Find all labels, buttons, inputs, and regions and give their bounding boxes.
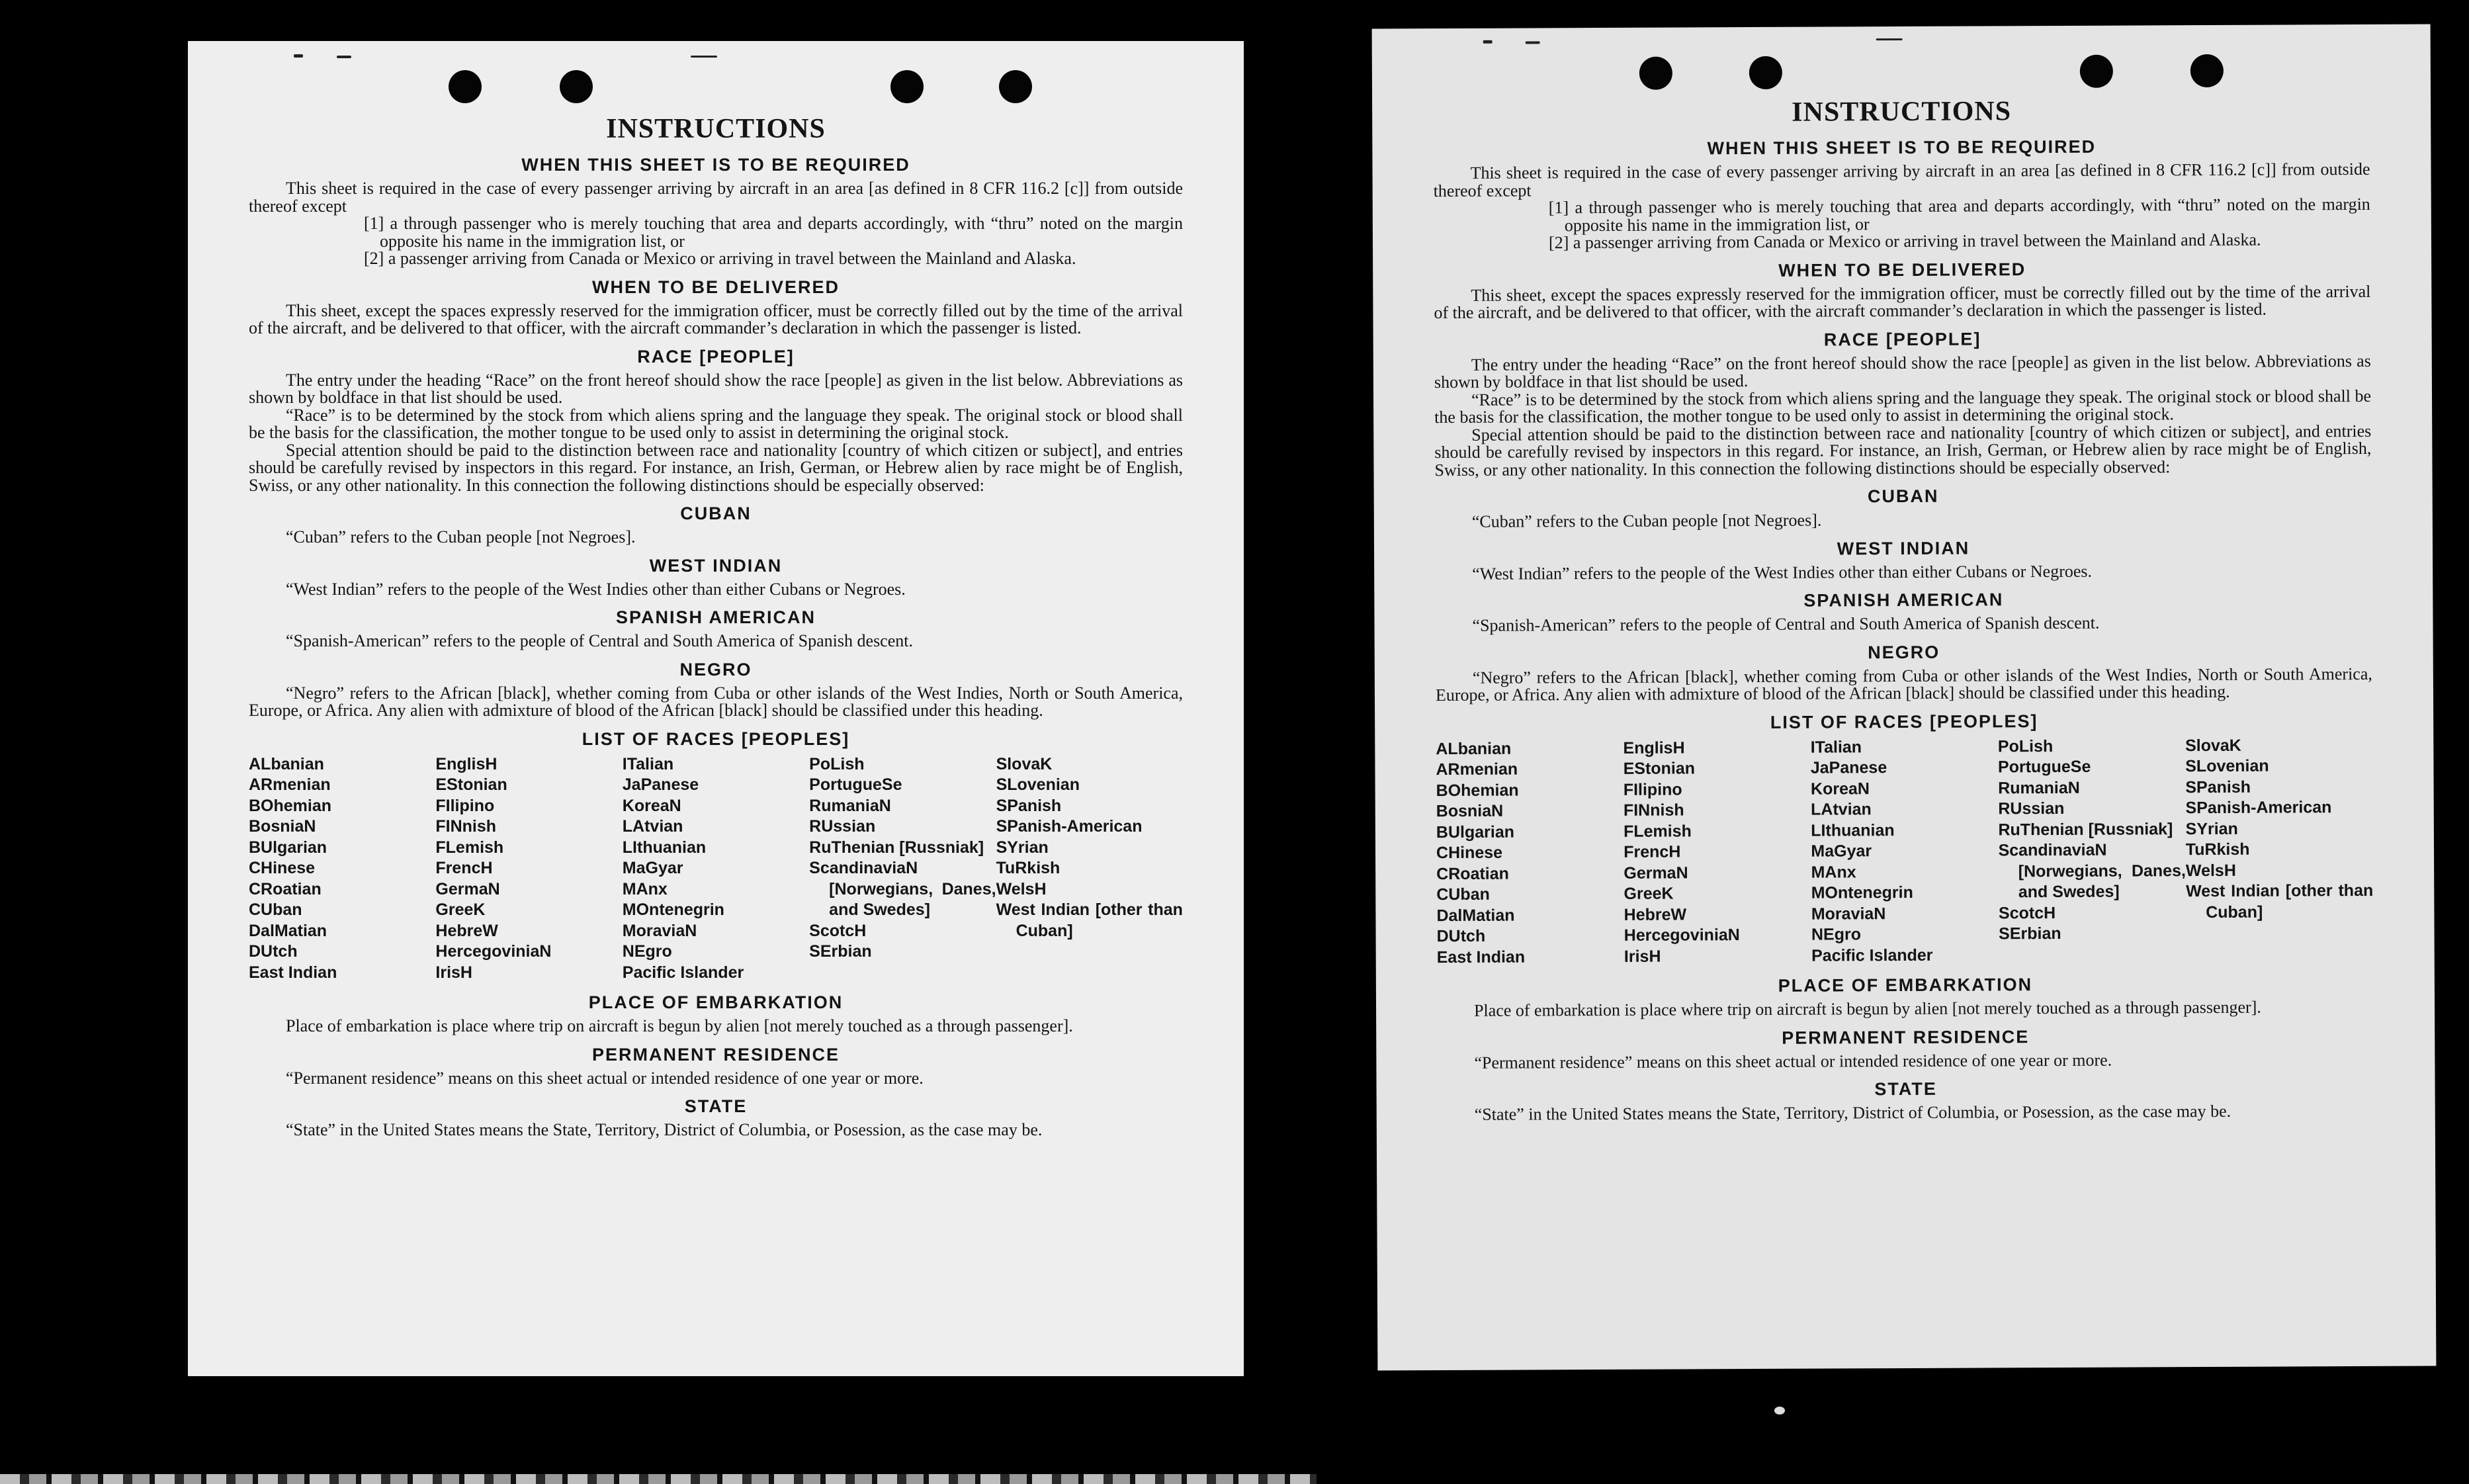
race-item: DalMatian xyxy=(1436,906,1515,925)
race-item: ALbanian xyxy=(249,754,324,773)
race-item: HercegoviniaN xyxy=(435,942,552,961)
race-item: PoLish xyxy=(809,754,865,773)
race-item: East Indian xyxy=(249,963,337,982)
race-item: Pacific Islander xyxy=(622,963,744,982)
section-heading-state: STATE xyxy=(1874,1078,1937,1100)
race-item: SPanish-American xyxy=(2185,798,2332,818)
cuban-text: “Cuban” refers to the Cuban people [not Negroes]. xyxy=(286,527,636,546)
race-item: FrencH xyxy=(1624,842,1681,861)
delivered-text: This sheet, except the spaces expressly reserved for the immigration officer, must be correctly filled out by the time of the arrival of the aircraft, and be delivered to that officer, with the aircraft commander’s declaration in which the passenger is listed. xyxy=(249,300,1183,337)
race-item: ALbanian xyxy=(1436,739,1512,758)
race-item: MoraviaN xyxy=(1811,904,1886,924)
races-column xyxy=(1811,736,1999,967)
race-item: FIlipino xyxy=(1623,779,1682,799)
race-item: JaPanese xyxy=(622,775,699,794)
race-item: HebreW xyxy=(435,921,498,940)
race-item: CRoatian xyxy=(249,879,322,898)
race-item: PoLish xyxy=(1997,736,2054,756)
races-list xyxy=(1436,734,2373,968)
race-item: MOntenegrin xyxy=(622,900,724,919)
ink-mark xyxy=(294,54,303,58)
race-paragraph-2: “Race” is to be determined by the stock from which aliens spring and the language they speak. The original stock or blood shall be the basis for the classification, the mother tongue to be used only to assist in determining the original stock. xyxy=(249,405,1183,442)
race-item: WelsH xyxy=(2185,861,2236,880)
section-heading-embarkation: PLACE OF EMBARKATION xyxy=(588,992,844,1012)
race-item: GreeK xyxy=(1624,884,1674,903)
section-heading-delivered: WHEN TO BE DELIVERED xyxy=(591,277,840,297)
race-item: CHinese xyxy=(249,859,316,877)
ink-mark xyxy=(337,56,351,58)
ink-mark xyxy=(691,56,717,58)
race-item: ITalian xyxy=(622,754,674,773)
races-column xyxy=(996,754,1183,984)
race-item: West Indian [other than Cuban] xyxy=(996,900,1183,940)
punch-hole xyxy=(890,70,924,103)
race-item: NEgro xyxy=(1811,925,1861,944)
page-title: INSTRUCTIONS xyxy=(1792,96,2012,128)
race-item: BOhemian xyxy=(1436,781,1519,800)
punch-hole xyxy=(2080,55,2113,88)
section-heading-negro: NEGRO xyxy=(1868,642,1940,662)
race-item: MAnx xyxy=(1811,862,1856,882)
race-item: TuRkish xyxy=(996,859,1061,877)
race-item: GermaN xyxy=(1624,863,1688,883)
race-item: DUtch xyxy=(1436,926,1486,946)
spanish-american-text: “Spanish-American” refers to the people of Central and South America of Spanish descent. xyxy=(286,631,913,650)
negro-text: “Negro” refers to the African [black], whether coming from Cuba or other islands of the West Indies, North or South America, Europe, or Africa. Any alien with admixture of blood of the African [black] should be classified under this heading. xyxy=(1435,664,2372,705)
required-intro: This sheet is required in the case of every passenger arriving by aircraft in an area [as defined in 8 CFR 116.2 [c]] from outside thereof except xyxy=(249,179,1183,216)
race-item: ARmenian xyxy=(249,775,331,794)
section-heading-cuban: CUBAN xyxy=(1867,486,1939,507)
race-item: LIthuanian xyxy=(622,838,707,857)
residence-text: “Permanent residence” means on this sheet actual or intended residence of one year or more. xyxy=(286,1068,924,1088)
section-heading-negro: NEGRO xyxy=(679,659,752,679)
section-heading-race: RACE [PEOPLE] xyxy=(1823,328,1981,350)
state-text: “State” in the United States means the State, Territory, District of Columbia, or Posession, as the case may be. xyxy=(286,1120,1043,1139)
required-item-1: [1] a through passenger who is merely touching that area and departs accordingly, with “thru” noted on the margin opposite his name in the immigration list, or xyxy=(1548,194,2370,235)
delivered-text: This sheet, except the spaces expressly reserved for the immigration officer, must be correctly filled out by the time of the arrival of the aircraft, and be delivered to that officer, with the aircraft commander’s declaration in which the passenger is listed. xyxy=(1434,281,2371,323)
document-page-right xyxy=(1372,24,2437,1371)
race-item: FrencH xyxy=(435,859,493,877)
required-item-2: [2] a passenger arriving from Canada or Mexico or arriving in travel between the Mainland and Alaska. xyxy=(1548,230,2261,253)
race-item: BosniaN xyxy=(249,817,316,836)
race-item: ScandinaviaN [Norwegians, Danes, and Swedes] xyxy=(809,859,996,919)
section-heading-west-indian: WEST INDIAN xyxy=(1837,538,1970,558)
race-item: SYrian xyxy=(2185,819,2238,838)
race-item: SErbian xyxy=(1999,924,2061,943)
cuban-text: “Cuban” refers to the Cuban people [not Negroes]. xyxy=(1471,510,1822,531)
required-item-2: [2] a passenger arriving from Canada or Mexico or arriving in travel between the Mainland and Alaska. xyxy=(364,249,1076,268)
race-item: LAtvian xyxy=(622,817,683,836)
race-item: RumaniaN xyxy=(1998,778,2080,797)
race-item: Pacific Islander xyxy=(1811,945,1933,965)
race-item: TuRkish xyxy=(2185,840,2250,859)
race-item: CHinese xyxy=(1436,843,1503,863)
race-item: MaGyar xyxy=(1811,842,1872,861)
punch-hole xyxy=(560,70,593,103)
race-item: SPanish xyxy=(2185,777,2251,797)
scan-edge-strip xyxy=(0,1474,1317,1484)
race-item: FLemish xyxy=(1624,821,1692,841)
punch-hole xyxy=(2190,54,2224,87)
race-item: CRoatian xyxy=(1436,864,1509,883)
race-item: RUssian xyxy=(809,817,876,836)
race-item: SlovaK xyxy=(2185,736,2241,755)
race-item: RuThenian [Russniak] xyxy=(1998,819,2173,839)
race-item: DalMatian xyxy=(249,921,327,940)
race-item: SLovenian xyxy=(996,775,1080,794)
section-heading-spanish-american: SPANISH AMERICAN xyxy=(615,607,816,627)
race-item: IrisH xyxy=(1624,947,1661,966)
races-column xyxy=(435,754,622,984)
race-item: EStonian xyxy=(435,775,507,794)
race-item: MoraviaN xyxy=(622,921,697,940)
section-heading-residence: PERMANENT RESIDENCE xyxy=(1782,1026,2030,1048)
race-item: FLemish xyxy=(435,838,504,857)
race-item: CUban xyxy=(1436,885,1490,904)
races-column xyxy=(623,754,809,984)
race-item: SPanish-American xyxy=(996,817,1143,836)
scan-speck xyxy=(1774,1407,1785,1415)
race-item: ScandinaviaN [Norwegians, Danes, and Swedes] xyxy=(1998,840,2186,902)
race-paragraph-1: The entry under the heading “Race” on the front hereof should show the race [people] as given in the list below. Abbreviations as shown by boldface in that list should be used. xyxy=(1434,351,2371,392)
race-item: ITalian xyxy=(1810,737,1862,757)
race-item: BosniaN xyxy=(1436,801,1504,821)
west-indian-text: “West Indian” refers to the people of the West Indies other than either Cubans or Negroes. xyxy=(286,579,906,599)
race-item: GermaN xyxy=(435,879,500,898)
race-item: EStonian xyxy=(1623,759,1696,778)
race-item: LAtvian xyxy=(1811,800,1872,819)
race-item: GreeK xyxy=(435,900,486,919)
race-item: EnglisH xyxy=(435,754,498,773)
races-list xyxy=(249,754,1183,984)
race-item: BUlgarian xyxy=(1436,822,1515,842)
embarkation-text: Place of embarkation is place where trip on aircraft is begun by alien [not merely touched as a through passenger]. xyxy=(286,1016,1073,1035)
race-item: RumaniaN xyxy=(809,796,891,815)
ink-mark xyxy=(1876,38,1903,40)
race-item: MAnx xyxy=(622,879,668,898)
race-paragraph-3: Special attention should be paid to the distinction between race and nationality [country of which citizen or subject], and entries should be carefully revised by inspectors in this regard. For instance, an Irish, German, or Hebrew alien by race might be of English, Swiss, or any other nationality. In this connection the following distinctions should be especially observed: xyxy=(249,440,1183,495)
ink-mark xyxy=(1483,40,1493,44)
race-item: IrisH xyxy=(435,963,472,982)
race-item: SLovenian xyxy=(2185,756,2269,776)
race-item: PortugueSe xyxy=(809,775,902,794)
section-heading-embarkation: PLACE OF EMBARKATION xyxy=(1778,975,2033,996)
race-item: RuThenian [Russniak] xyxy=(809,838,984,857)
race-item: WelsH xyxy=(996,879,1047,898)
required-item-1: [1] a through passenger who is merely touching that area and departs accordingly, with “thru” noted on the margin opposite his name in the immigration list, or xyxy=(364,214,1183,251)
races-column xyxy=(249,754,435,984)
race-item: SPanish xyxy=(996,796,1062,815)
races-column xyxy=(1623,737,1811,967)
section-heading-races-list: LIST OF RACES [PEOPLES] xyxy=(1770,711,2038,732)
page-content xyxy=(1433,93,2374,1124)
punch-hole xyxy=(1749,56,1782,89)
document-page-left xyxy=(188,41,1244,1376)
section-heading-west-indian: WEST INDIAN xyxy=(649,555,783,576)
west-indian-text: “West Indian” refers to the people of the West Indies other than either Cubans or Negroes. xyxy=(1472,561,2093,584)
race-item: PortugueSe xyxy=(1997,757,2091,777)
section-heading-cuban: CUBAN xyxy=(680,503,752,523)
races-column xyxy=(2185,734,2374,965)
race-item: FIlipino xyxy=(435,796,495,815)
embarkation-text: Place of embarkation is place where trip on aircraft is begun by alien [not merely touched as a through passenger]. xyxy=(1473,997,2261,1020)
race-item: BUlgarian xyxy=(249,838,327,857)
ink-mark xyxy=(1526,41,1540,44)
punch-hole xyxy=(999,70,1032,103)
state-text: “State” in the United States means the State, Territory, District of Columbia, or Posession, as the case may be. xyxy=(1474,1101,2231,1124)
race-item: FINnish xyxy=(435,817,497,836)
races-column xyxy=(1436,738,1624,968)
section-heading-delivered: WHEN TO BE DELIVERED xyxy=(1778,259,2026,281)
section-heading-required: WHEN THIS SHEET IS TO BE REQUIRED xyxy=(521,155,910,175)
race-item: RUssian xyxy=(1998,799,2065,818)
race-item: KoreaN xyxy=(1810,779,1870,799)
residence-text: “Permanent residence” means on this sheet actual or intended residence of one year or more. xyxy=(1474,1050,2112,1072)
races-column xyxy=(1998,736,2187,966)
race-item: ARmenian xyxy=(1436,760,1518,779)
spanish-american-text: “Spanish-American” refers to the people of Central and South America of Spanish descent. xyxy=(1472,613,2100,635)
section-heading-required: WHEN THIS SHEET IS TO BE REQUIRED xyxy=(1707,136,2097,159)
punch-hole xyxy=(1639,57,1672,90)
race-item: BOhemian xyxy=(249,796,332,815)
page-title: INSTRUCTIONS xyxy=(606,114,826,144)
negro-text: “Negro” refers to the African [black], whether coming from Cuba or other islands of the West Indies, North or South America, Europe, or Africa. Any alien with admixture of blood of the African [black] should be classified under this heading. xyxy=(249,683,1183,720)
race-paragraph-3: Special attention should be paid to the distinction between race and nationality [country of which citizen or subject], and entries should be carefully revised by inspectors in this regard. For instance, an Irish, German, or Hebrew alien by race might be of English, Swiss, or any other nationality. In this connection the following distinctions should be especially observed: xyxy=(1434,421,2372,480)
race-item: HebreW xyxy=(1624,904,1687,924)
race-item: NEgro xyxy=(622,942,672,961)
race-item: West Indian [other than Cuban] xyxy=(2185,881,2374,922)
race-item: ScotcH xyxy=(1998,903,2056,922)
page-content xyxy=(249,112,1183,1139)
section-heading-state: STATE xyxy=(684,1096,748,1116)
race-item: HercegoviniaN xyxy=(1624,926,1740,945)
race-item: SYrian xyxy=(996,838,1049,857)
race-item: SlovaK xyxy=(996,754,1053,773)
race-item: EnglisH xyxy=(1623,738,1685,758)
race-item: KoreaN xyxy=(622,796,681,815)
race-item: CUban xyxy=(249,900,302,919)
races-column xyxy=(809,754,996,984)
race-item: East Indian xyxy=(1436,947,1526,967)
race-item: MaGyar xyxy=(622,859,683,877)
race-item: JaPanese xyxy=(1810,758,1887,777)
race-paragraph-1: The entry under the heading “Race” on the front hereof should show the race [people] as given in the list below. Abbreviations as shown by boldface in that list should be used. xyxy=(249,370,1183,407)
race-item: MOntenegrin xyxy=(1811,883,1913,902)
required-intro: This sheet is required in the case of every passenger arriving by aircraft in an area [as defined in 8 CFR 116.2 [c]] from outside thereof except xyxy=(1433,159,2370,200)
race-item: DUtch xyxy=(249,942,298,961)
section-heading-residence: PERMANENT RESIDENCE xyxy=(591,1044,840,1065)
race-paragraph-2: “Race” is to be determined by the stock from which aliens spring and the language they speak. The original stock or blood shall be the basis for the classification, the mother tongue to be used only to assist in determining the original stock. xyxy=(1434,386,2372,427)
section-heading-races-list: LIST OF RACES [PEOPLES] xyxy=(582,728,850,749)
race-item: FINnish xyxy=(1623,801,1684,820)
race-item: LIthuanian xyxy=(1811,820,1895,840)
punch-hole xyxy=(449,70,482,103)
section-heading-spanish-american: SPANISH AMERICAN xyxy=(1803,589,2004,611)
section-heading-race: RACE [PEOPLE] xyxy=(637,346,795,367)
race-item: SErbian xyxy=(809,942,872,961)
race-item: ScotcH xyxy=(809,921,867,940)
